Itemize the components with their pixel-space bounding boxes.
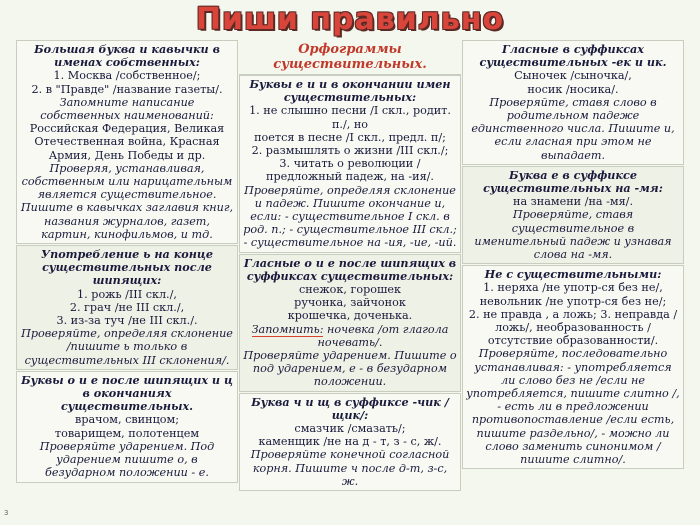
example-line: 1. неряха /не употр-ся без не/, — [483, 281, 663, 295]
page-number: 3 — [4, 509, 9, 517]
section-capital-letters — [16, 40, 238, 244]
example-line: врачом, свинцом; — [75, 413, 179, 427]
column-middle — [239, 40, 461, 518]
section-chik-shchik — [239, 393, 461, 491]
section-o-e-suffixes — [239, 254, 461, 392]
section-e-i-endings — [239, 75, 461, 253]
section-mya — [462, 166, 684, 264]
example-line: 1. рожь /III скл./, — [77, 287, 177, 301]
rule-text: Проверяйте конечной согласной корня. Пишите ч после д-т, з-с, ж. — [250, 448, 450, 488]
example-line: 2. в "Правде" /название газеты/. — [31, 82, 223, 96]
rule-text: Проверяйте, ставя существительное в именительный падеж и узнавая слова на -мя. — [474, 208, 672, 262]
example-line: носик /носика/. — [527, 82, 619, 96]
memo-note — [243, 323, 457, 349]
example-line: 1. не слышно песни /I скл., родит. п./, но — [249, 104, 451, 131]
example-line: крошечка, доченька. — [287, 309, 413, 323]
example-line: невольник /не употр-ся без не/; — [479, 294, 667, 308]
examples-list: Российская Федерация, Великая Отечественная война, Красная Армия, День Победы и др. — [29, 122, 225, 162]
memo-label: Запомнить: — [251, 322, 324, 336]
memo-note: Запомните написание собственных наименований: — [40, 95, 214, 123]
rule-text: Проверяйте, определяя склонение и падеж. Пишите окончание и, если: - существительное I скл. в род. п.; - существительное III скл.; - существительное на -ия, -ие, -ий. — [243, 183, 457, 250]
section-soft-sign — [16, 245, 238, 370]
section-ne-nouns — [462, 265, 684, 469]
example-line: смазчик /смазать/; — [294, 422, 406, 436]
section-heading: Буквы о и е после шипящих и ц в окончаниях существительных. — [21, 372, 233, 414]
rule-text: Проверяйте, последовательно устанавливая: - употребляется ли слово без не /если не употребляется, пишите слитно /, - есть ли в предложении противопоставление /если есть, пишите раздельно/, - можно ли слово заменить синонимом /пишите слитно/. — [466, 347, 680, 467]
rule-text: Проверяйте ударением. Пишите о под ударением, е - в безударном положении. — [243, 349, 457, 389]
section-heading: Буква е в суффиксе существительных на -мя: — [483, 167, 663, 196]
section-heading: Большая буква и кавычки в именах собственных: — [34, 42, 220, 70]
section-heading: Гласные в суффиксах существительных -ек и ик. — [479, 42, 667, 70]
example-line: товарищем, полотенцем — [54, 426, 200, 440]
section-heading: Употребление ь на конце существительных после шипящих: — [40, 247, 213, 288]
example-line: снежок, горошек — [299, 283, 401, 297]
example-line: на знамени /на -мя/. — [512, 195, 634, 209]
example-line: 3. из-за туч /не III скл./. — [56, 314, 198, 328]
section-o-e-endings — [16, 371, 238, 483]
example-line: 2. грач /не III скл./, — [69, 300, 185, 314]
example-line: поется в песне /I скл., предл. п/; — [254, 130, 446, 144]
rule-text: Проверяя, устанавливая, собственным или нарицательным является существительное. Пишите в кавычках заглавия книг, названия журналов, газет, картин, кинофильмов, и тд. — [20, 161, 234, 241]
rule-text: Проверяйте ударением. Под ударением пишите о, в безударном положении - е. — [39, 439, 215, 480]
example-line: 2. размышлять о жизни /III скл./; — [251, 144, 449, 158]
example-line: 2. не правда , а ложь; 3. неправда /ложь/, необразованность /отсутствие образованности/. — [468, 307, 678, 348]
column-left — [16, 40, 238, 518]
section-heading: Буква ч и щ в суффиксе -чик /щик/: — [251, 394, 449, 422]
section-banner: Орфограммы существительных. — [239, 40, 461, 75]
memo-text: ночевка /от глагола ночевать/. — [317, 322, 449, 349]
rule-text: Проверяйте, определяя склонение /пишите ь только в существительных III склонения/. — [21, 327, 233, 367]
column-right — [462, 40, 684, 518]
example-line: 1. Москва /собственное/; — [53, 69, 201, 83]
section-heading: Буквы е и и в окончании имен существительных: — [249, 77, 451, 105]
rule-text: Проверяйте, ставя слово в родительном падеже единственного числа. Пишите и, если гласная при этом не выпадает. — [471, 95, 675, 162]
section-heading: Не с существительными: — [484, 267, 662, 282]
section-heading: Гласные о и е после шипящих в суффиксах существительных: — [243, 255, 457, 283]
example-line: 3. читать о революции /предложный падеж, на -ия/. — [266, 157, 434, 184]
example-line: ручонка, зайчонок — [294, 296, 406, 310]
section-ek-ik — [462, 40, 684, 165]
example-line: каменщик /не на д - т, з - с, ж/. — [258, 435, 442, 449]
example-line: Сыночек /сыночка/, — [514, 69, 632, 83]
poster-title: Пиши правильно — [195, 2, 505, 37]
